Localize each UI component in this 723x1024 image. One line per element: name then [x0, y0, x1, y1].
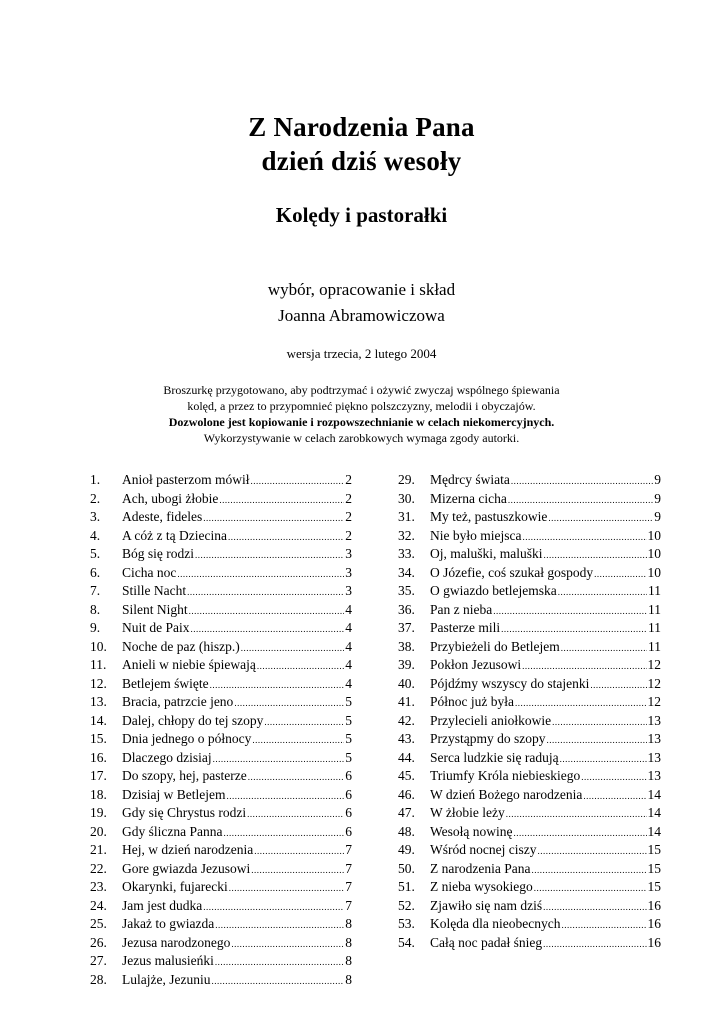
- toc-entry-number: 7.: [90, 583, 101, 598]
- toc-entry-page: 3: [345, 564, 352, 580]
- toc-entry-page: 13: [647, 749, 661, 765]
- toc-entry[interactable]: [398, 489, 661, 508]
- toc-entry[interactable]: [90, 507, 352, 526]
- toc-entry-title: Silent Night: [122, 601, 188, 617]
- toc-entry[interactable]: [90, 859, 352, 878]
- toc-entry-page: 10: [647, 546, 661, 561]
- toc-entry-title: Do szopy, hej, pasterze: [122, 768, 247, 783]
- toc-entry-title: Hej, w dzień narodzenia: [122, 842, 254, 857]
- toc-dot-leader: [231, 933, 344, 952]
- toc-entry[interactable]: [398, 729, 661, 748]
- toc-dot-leader: [248, 766, 345, 785]
- toc-entry-page: 15: [647, 842, 661, 857]
- toc-entry-page: 14: [647, 786, 661, 802]
- toc-entry-number: 27.: [90, 953, 107, 968]
- toc-dot-leader: [195, 544, 344, 563]
- toc-entry-page: 2: [345, 527, 352, 543]
- toc-entry-number: 11.: [90, 657, 107, 672]
- toc-entry-page: 6: [345, 805, 352, 820]
- toc-entry-number: 38.: [398, 638, 415, 654]
- toc-entry-title: W żłobie leży: [430, 805, 505, 820]
- toc-dot-leader: [506, 803, 647, 822]
- toc-entry-number: 36.: [398, 601, 415, 617]
- toc-entry-number: 44.: [398, 749, 415, 765]
- toc-entry-number: 15.: [90, 731, 107, 746]
- toc-entry-page: 3: [345, 583, 352, 598]
- credit-line-1: wybór, opracowanie i skład: [267, 280, 456, 299]
- toc-entry-page: 11: [648, 638, 661, 654]
- toc-entry-page: 2: [345, 509, 352, 524]
- toc-entry-page: 6: [345, 786, 352, 802]
- toc-dot-leader: [561, 914, 646, 933]
- toc-entry[interactable]: [398, 655, 661, 674]
- toc-entry[interactable]: [398, 581, 661, 600]
- toc-entry-title: Pójdźmy wszyscy do stajenki: [430, 675, 590, 691]
- toc-entry-number: 18.: [90, 786, 107, 802]
- toc-entry-page: 13: [647, 712, 661, 728]
- toc-entry-title: Dzisiaj w Betlejem: [122, 786, 226, 802]
- notice-block: [0, 382, 723, 446]
- toc-entry-title: Jezus malusieńki: [122, 953, 214, 968]
- credit-author: Joanna Abramowiczowa: [278, 306, 445, 325]
- toc-entry-title: Przybieżeli do Betlejem: [430, 638, 560, 654]
- toc-entry[interactable]: [90, 877, 352, 896]
- toc-dot-leader: [247, 803, 344, 822]
- toc-entry-number: 26.: [90, 934, 107, 950]
- toc-entry-page: 15: [647, 879, 661, 894]
- version-line: wersja trzecia, 2 lutego 2004: [286, 346, 437, 361]
- toc-entry-title: Noche de paz (hiszp.): [122, 638, 240, 654]
- toc-dot-leader: [561, 637, 647, 656]
- toc-entry[interactable]: [398, 526, 661, 545]
- toc-entry-number: 53.: [398, 916, 415, 931]
- toc-dot-leader: [215, 914, 344, 933]
- toc-entry[interactable]: [398, 803, 661, 822]
- toc-entry-number: 12.: [90, 675, 107, 691]
- toc-entry-title: Dalej, chłopy do tej szopy: [122, 712, 264, 728]
- toc-entry-title: Bracia, patrzcie jeno: [122, 694, 234, 709]
- toc-entry-page: 8: [345, 971, 352, 987]
- toc-entry-number: 45.: [398, 768, 415, 783]
- toc-entry[interactable]: [398, 637, 661, 656]
- toc-entry-page: 8: [345, 934, 352, 950]
- toc-entry-title: Całą noc padał śnieg: [430, 934, 543, 950]
- toc-entry-number: 28.: [90, 971, 107, 987]
- toc-entry-page: 11: [648, 620, 661, 635]
- toc-dot-leader: [226, 785, 344, 804]
- toc-entry-page: 13: [647, 768, 661, 783]
- toc-entry-page: 12: [647, 657, 661, 672]
- toc-entry-number: 13.: [90, 694, 107, 709]
- toc-entry-title: Kolęda dla nieobecnych: [430, 916, 561, 931]
- toc-entry-page: 14: [647, 823, 661, 839]
- toc-entry[interactable]: [90, 655, 352, 674]
- toc-entry-title: Nuit de Paix: [122, 620, 190, 635]
- toc-entry-title: Przystąpmy do szopy: [430, 731, 546, 746]
- toc-entry-number: 33.: [398, 546, 415, 561]
- toc-entry-title: Stille Nacht: [122, 583, 187, 598]
- toc-entry-number: 52.: [398, 897, 415, 913]
- toc-entry-page: 14: [647, 805, 661, 820]
- toc-dot-leader: [241, 637, 345, 656]
- toc-entry-page: 2: [345, 472, 352, 487]
- toc-entry-page: 6: [345, 823, 352, 839]
- toc-entry[interactable]: [90, 618, 352, 637]
- toc-entry-number: 31.: [398, 509, 415, 524]
- toc-entry-page: 7: [345, 860, 352, 876]
- toc-entry[interactable]: [398, 822, 661, 841]
- toc-entry-number: 46.: [398, 786, 415, 802]
- toc-dot-leader: [594, 563, 646, 582]
- toc-entry-title: Anieli w niebie śpiewają: [122, 657, 256, 672]
- toc-entry-page: 6: [345, 768, 352, 783]
- toc-entry[interactable]: [398, 507, 661, 526]
- toc-entry[interactable]: [90, 896, 352, 915]
- toc-entry[interactable]: [90, 840, 352, 859]
- toc-entry-page: 4: [345, 638, 352, 654]
- toc-entry-number: 47.: [398, 805, 415, 820]
- toc-dot-leader: [257, 655, 344, 674]
- toc-dot-leader: [251, 859, 344, 878]
- toc-entry-number: 16.: [90, 749, 107, 765]
- toc-entry-page: 15: [647, 860, 661, 876]
- toc-entry[interactable]: [90, 692, 352, 711]
- toc-entry-number: 6.: [90, 564, 101, 580]
- toc-entry[interactable]: [90, 526, 352, 545]
- toc-entry-number: 35.: [398, 583, 415, 598]
- toc-dot-leader: [234, 692, 344, 711]
- toc-entry-number: 50.: [398, 860, 415, 876]
- toc-entry-number: 40.: [398, 675, 415, 691]
- toc-entry[interactable]: [398, 840, 661, 859]
- toc-entry[interactable]: [398, 618, 661, 637]
- toc-entry-number: 49.: [398, 842, 415, 857]
- toc-dot-leader: [501, 618, 647, 637]
- toc-entry-page: 5: [345, 694, 352, 709]
- toc-entry-page: 16: [647, 916, 661, 931]
- toc-dot-leader: [189, 600, 345, 619]
- toc-entry-title: Pokłon Jezusowi: [430, 657, 522, 672]
- notice-line-1: Broszurkę przygotowano, aby podtrzymać i ożywić zwyczaj wspólnego śpiewania: [163, 383, 560, 397]
- toc-entry-page: 5: [345, 712, 352, 728]
- toc-entry-title: Gdy śliczna Panna: [122, 823, 223, 839]
- toc-entry-page: 7: [345, 897, 352, 913]
- toc-dot-leader: [211, 970, 344, 989]
- toc-dot-leader: [543, 933, 646, 952]
- toc-entry[interactable]: [398, 674, 661, 693]
- toc-entry-number: 51.: [398, 879, 415, 894]
- toc-entry-number: 42.: [398, 712, 415, 728]
- toc-entry-number: 43.: [398, 731, 415, 746]
- toc-entry[interactable]: [90, 489, 352, 508]
- toc-dot-leader: [515, 692, 647, 711]
- toc-entry-number: 41.: [398, 694, 415, 709]
- toc-dot-leader: [558, 581, 647, 600]
- toc-entry-number: 34.: [398, 564, 415, 580]
- toc-entry-number: 10.: [90, 638, 107, 654]
- toc-entry-number: 8.: [90, 601, 101, 617]
- toc-entry-page: 10: [647, 527, 661, 543]
- toc-entry-page: 4: [345, 601, 352, 617]
- notice-line-4: Wykorzystywanie w celach zarobkowych wymaga zgody autorki.: [203, 431, 520, 445]
- toc-entry[interactable]: [398, 544, 661, 563]
- toc-dot-leader: [187, 581, 344, 600]
- toc-entry-number: 25.: [90, 916, 107, 931]
- toc-entry-title: Ach, ubogi żłobie: [122, 490, 219, 506]
- toc-entry[interactable]: [90, 470, 352, 489]
- toc-left-column: [90, 470, 352, 988]
- toc-entry-title: Przylecieli aniołkowie: [430, 712, 552, 728]
- toc-entry[interactable]: [90, 933, 352, 952]
- toc-entry[interactable]: [398, 785, 661, 804]
- toc-entry[interactable]: [398, 711, 661, 730]
- toc-dot-leader: [581, 766, 646, 785]
- toc-entry[interactable]: [398, 692, 661, 711]
- toc-entry[interactable]: [90, 766, 352, 785]
- toc-entry-title: Okarynki, fujarecki: [122, 879, 228, 894]
- toc-entry-number: 48.: [398, 823, 415, 839]
- toc-dot-leader: [215, 951, 344, 970]
- toc-entry-number: 22.: [90, 860, 107, 876]
- toc-entry-page: 8: [345, 916, 352, 931]
- toc-entry-title: Nie było miejsca: [430, 527, 522, 543]
- toc-entry[interactable]: [90, 951, 352, 970]
- toc-entry-page: 16: [647, 897, 661, 913]
- toc-entry[interactable]: [398, 914, 661, 933]
- toc-entry-title: Zjawiło się nam dziś: [430, 897, 543, 913]
- toc-entry-title: Wśród nocnej ciszy: [430, 842, 537, 857]
- toc-entry-page: 4: [345, 620, 352, 635]
- toc-entry-page: 12: [647, 694, 661, 709]
- toc-dot-leader: [177, 563, 344, 582]
- toc-entry-title: Dlaczego dzisiaj: [122, 749, 212, 765]
- toc-entry-number: 37.: [398, 620, 415, 635]
- toc-dot-leader: [493, 600, 647, 619]
- toc-entry[interactable]: [90, 803, 352, 822]
- toc-entry[interactable]: [90, 600, 352, 619]
- toc-dot-leader: [250, 470, 344, 489]
- toc-entry[interactable]: [398, 563, 661, 582]
- toc-entry[interactable]: [398, 877, 661, 896]
- toc-entry-page: 16: [647, 934, 661, 950]
- toc-entry-page: 10: [647, 564, 661, 580]
- toc-dot-leader: [264, 711, 344, 730]
- toc-entry-page: 5: [345, 731, 352, 746]
- toc-dot-leader: [213, 748, 345, 767]
- toc-dot-leader: [590, 674, 646, 693]
- toc-entry[interactable]: [90, 822, 352, 841]
- toc-entry[interactable]: [90, 674, 352, 693]
- toc-entry-title: O gwiazdo betlejemska: [430, 583, 557, 598]
- toc-dot-leader: [531, 859, 646, 878]
- toc-entry-title: Bóg się rodzi: [122, 546, 194, 561]
- toc-entry-page: 7: [345, 879, 352, 894]
- toc-entry[interactable]: [398, 766, 661, 785]
- toc-entry-number: 2.: [90, 490, 101, 506]
- toc-dot-leader: [191, 618, 345, 637]
- notice-line-2: kolęd, a przez to przypomnieć piękno polszczyzny, melodii i obyczajów.: [187, 399, 536, 413]
- toc-entry-title: Jakaż to gwiazda: [122, 916, 215, 931]
- toc-entry[interactable]: [398, 933, 661, 952]
- toc-entry[interactable]: [90, 970, 352, 989]
- toc-entry-title: Mędrcy świata: [430, 472, 510, 487]
- toc-entry-page: 12: [647, 675, 661, 691]
- toc-entry[interactable]: [90, 711, 352, 730]
- title-line-1: Z Narodzenia Pana: [248, 112, 475, 142]
- toc-entry-number: 5.: [90, 546, 101, 561]
- toc-dot-leader: [210, 674, 345, 693]
- toc-entry-title: Gore gwiazda Jezusowi: [122, 860, 251, 876]
- toc-entry-page: 3: [345, 546, 352, 561]
- toc-entry-title: Północ już była: [430, 694, 514, 709]
- toc-entry-title: Z nieba wysokiego: [430, 879, 533, 894]
- toc-entry-number: 1.: [90, 472, 101, 487]
- toc-entry[interactable]: [398, 859, 661, 878]
- toc-entry[interactable]: [90, 785, 352, 804]
- toc-entry-title: W dzień Bożego narodzenia: [430, 786, 583, 802]
- toc-dot-leader: [508, 489, 653, 508]
- toc-entry[interactable]: [398, 600, 661, 619]
- toc-entry-number: 9.: [90, 620, 101, 635]
- toc-entry-title: Triumfy Króla niebieskiego: [430, 768, 581, 783]
- toc-entry[interactable]: [90, 748, 352, 767]
- toc-dot-leader: [219, 489, 344, 508]
- toc-entry-number: 20.: [90, 823, 107, 839]
- toc-entry[interactable]: [90, 637, 352, 656]
- toc-entry-title: Jezusa narodzonego: [122, 934, 231, 950]
- toc-entry-title: Oj, maluški, maluški: [430, 546, 543, 561]
- toc-entry-title: Adeste, fideles: [122, 509, 203, 524]
- toc-dot-leader: [229, 877, 345, 896]
- toc-dot-leader: [548, 507, 653, 526]
- toc-dot-leader: [560, 748, 647, 767]
- toc-dot-leader: [223, 822, 344, 841]
- toc-entry-number: 39.: [398, 657, 415, 672]
- toc-entry-page: 11: [648, 601, 661, 617]
- toc-entry-page: 4: [345, 657, 352, 672]
- toc-dot-leader: [547, 729, 647, 748]
- toc-entry-number: 32.: [398, 527, 415, 543]
- toc-entry-title: Serca ludzkie się radują: [430, 749, 559, 765]
- notice-line-3: [0, 414, 723, 430]
- toc-entry-title: Betlejem święte: [122, 675, 209, 691]
- toc-entry-page: 8: [345, 953, 352, 968]
- toc-dot-leader: [522, 526, 646, 545]
- title-line-2: dzień dziś wesoły: [261, 146, 462, 176]
- toc-dot-leader: [203, 507, 344, 526]
- toc-entry-title: Gdy się Chrystus rodzi: [122, 805, 247, 820]
- notice-bold: Dozwolone jest kopiowanie i rozpowszechnianie w celach niekomercyjnych.: [168, 415, 555, 429]
- toc-entry-page: 9: [654, 509, 661, 524]
- toc-entry-title: Pasterze mili: [430, 620, 501, 635]
- toc-dot-leader: [537, 840, 646, 859]
- toc-dot-leader: [583, 785, 646, 804]
- toc-entry-number: 29.: [398, 472, 415, 487]
- toc-entry-number: 24.: [90, 897, 107, 913]
- toc-dot-leader: [252, 729, 344, 748]
- toc-entry-number: 3.: [90, 509, 101, 524]
- toc-entry-number: 19.: [90, 805, 107, 820]
- toc-entry-page: 13: [647, 731, 661, 746]
- toc-entry[interactable]: [398, 470, 661, 489]
- toc-entry-title: My też, pastuszkowie: [430, 509, 548, 524]
- toc-entry-title: Mizerna cicha: [430, 490, 507, 506]
- toc-entry-page: 9: [654, 490, 661, 506]
- toc-entry-title: Anioł pasterzom mówił: [122, 472, 250, 487]
- toc-dot-leader: [514, 822, 647, 841]
- toc-dot-leader: [534, 877, 647, 896]
- toc-entry[interactable]: [398, 748, 661, 767]
- toc-entry-title: Lulajże, Jezuniu: [122, 971, 211, 987]
- toc-entry-page: 9: [654, 472, 661, 487]
- toc-entry-title: O Józefie, coś szukał gospody: [430, 564, 594, 580]
- toc-entry-title: Jam jest dudka: [122, 897, 203, 913]
- toc-entry-number: 23.: [90, 879, 107, 894]
- toc-entry-title: Cicha noc: [122, 564, 177, 580]
- toc-entry-title: Dnia jednego o północy: [122, 731, 252, 746]
- toc-entry-title: Z narodzenia Pana: [430, 860, 531, 876]
- toc-entry-number: 30.: [398, 490, 415, 506]
- toc-dot-leader: [543, 896, 646, 915]
- toc-dot-leader: [544, 544, 647, 563]
- toc-entry-number: 14.: [90, 712, 107, 728]
- toc-right-column: [398, 470, 661, 951]
- toc-entry-page: 5: [345, 749, 352, 765]
- toc-entry[interactable]: [90, 581, 352, 600]
- subtitle: Kolędy i pastorałki: [275, 203, 448, 227]
- toc-dot-leader: [522, 655, 646, 674]
- toc-dot-leader: [511, 470, 653, 489]
- toc-entry-page: 7: [345, 842, 352, 857]
- toc-entry[interactable]: [90, 914, 352, 933]
- toc-entry-number: 54.: [398, 934, 415, 950]
- toc-dot-leader: [203, 896, 344, 915]
- toc-entry-title: Wesołą nowinę: [430, 823, 513, 839]
- toc-entry-title: A cóż z tą Dziecina: [122, 527, 227, 543]
- toc-dot-leader: [254, 840, 344, 859]
- toc-entry[interactable]: [90, 729, 352, 748]
- toc-entry-number: 21.: [90, 842, 107, 857]
- toc-entry-title: Pan z nieba: [430, 601, 493, 617]
- toc-entry-page: 2: [345, 490, 352, 506]
- toc-entry-page: 11: [648, 583, 661, 598]
- toc-entry-page: 4: [345, 675, 352, 691]
- toc-entry-number: 4.: [90, 527, 101, 543]
- toc-entry[interactable]: [90, 563, 352, 582]
- toc-dot-leader: [228, 526, 344, 545]
- toc-entry[interactable]: [398, 896, 661, 915]
- toc-entry-number: 17.: [90, 768, 107, 783]
- toc-dot-leader: [552, 711, 646, 730]
- toc-entry[interactable]: [90, 544, 352, 563]
